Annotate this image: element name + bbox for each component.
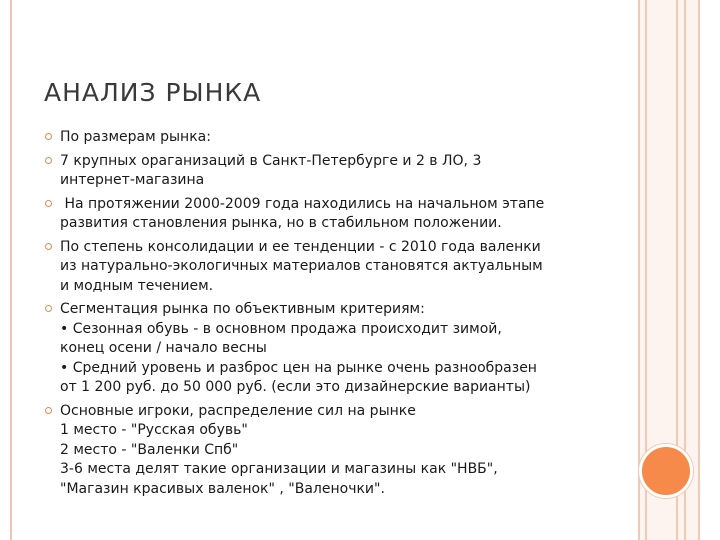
bullet-list (44, 128, 624, 503)
item-text-line: На протяжении 2000-2009 года находились на начальном этапе (60, 195, 545, 212)
item-text-line: из натурально-экологичных материалов становятся актуальным (60, 258, 543, 274)
item-text-line: 1 место - "Русская обувь" (60, 422, 248, 438)
circle-outline-bullet-icon (45, 200, 52, 207)
circle-outline-bullet-icon (45, 243, 52, 250)
item-text-line: 2 место - "Валенки Спб" (60, 441, 239, 458)
item-text-line: и модным течением. (60, 277, 214, 294)
slide-title: АНАЛИЗ РЫНКА (44, 78, 262, 107)
item-text-line: По степень консолидации и ее тенденции - с 2010 года валенки (60, 238, 541, 255)
right-decor-line (698, 0, 700, 540)
list-item (44, 300, 624, 398)
item-text-line: развития становления рынка, но в стабильном положении. (60, 215, 502, 231)
item-text-line: Сегментация рынка по объективным критериям: (60, 301, 425, 317)
item-text-line: 3-6 места делят такие организации и магазины как "НВБ", (60, 461, 498, 477)
right-decor-line (638, 0, 640, 540)
list-item (44, 152, 624, 191)
item-text-line: "Магазин красивых валенок" , "Валеночки". (60, 480, 385, 497)
item-text-line: Основные игроки, распределение сил на рынке (60, 402, 416, 419)
list-item (44, 402, 624, 500)
item-text-line: • Сезонная обувь - в основном продажа происходит зимой, (60, 320, 502, 337)
circle-outline-bullet-icon (45, 133, 52, 140)
circle-outline-bullet-icon (45, 407, 52, 414)
item-text-line: от 1 200 руб. до 50 000 руб. (если это дизайнерские варианты) (60, 379, 531, 395)
item-text-line: интернет-магазина (60, 172, 205, 188)
circle-outline-bullet-icon (45, 157, 52, 164)
left-decor-line (10, 0, 12, 540)
item-text-line: конец осени / начало весны (60, 340, 267, 356)
item-text-line: • Средний уровень и разброс цен на рынке очень разнообразен (60, 359, 537, 376)
list-item (44, 128, 624, 148)
item-text-line: 7 крупных ораганизаций в Санкт-Петербурге и 2 в ЛО, 3 (60, 152, 482, 169)
item-text-line: По размерам рынка: (60, 129, 211, 145)
decor-circle (639, 444, 693, 498)
list-item (44, 195, 624, 234)
circle-outline-bullet-icon (45, 305, 52, 312)
list-item (44, 238, 624, 297)
